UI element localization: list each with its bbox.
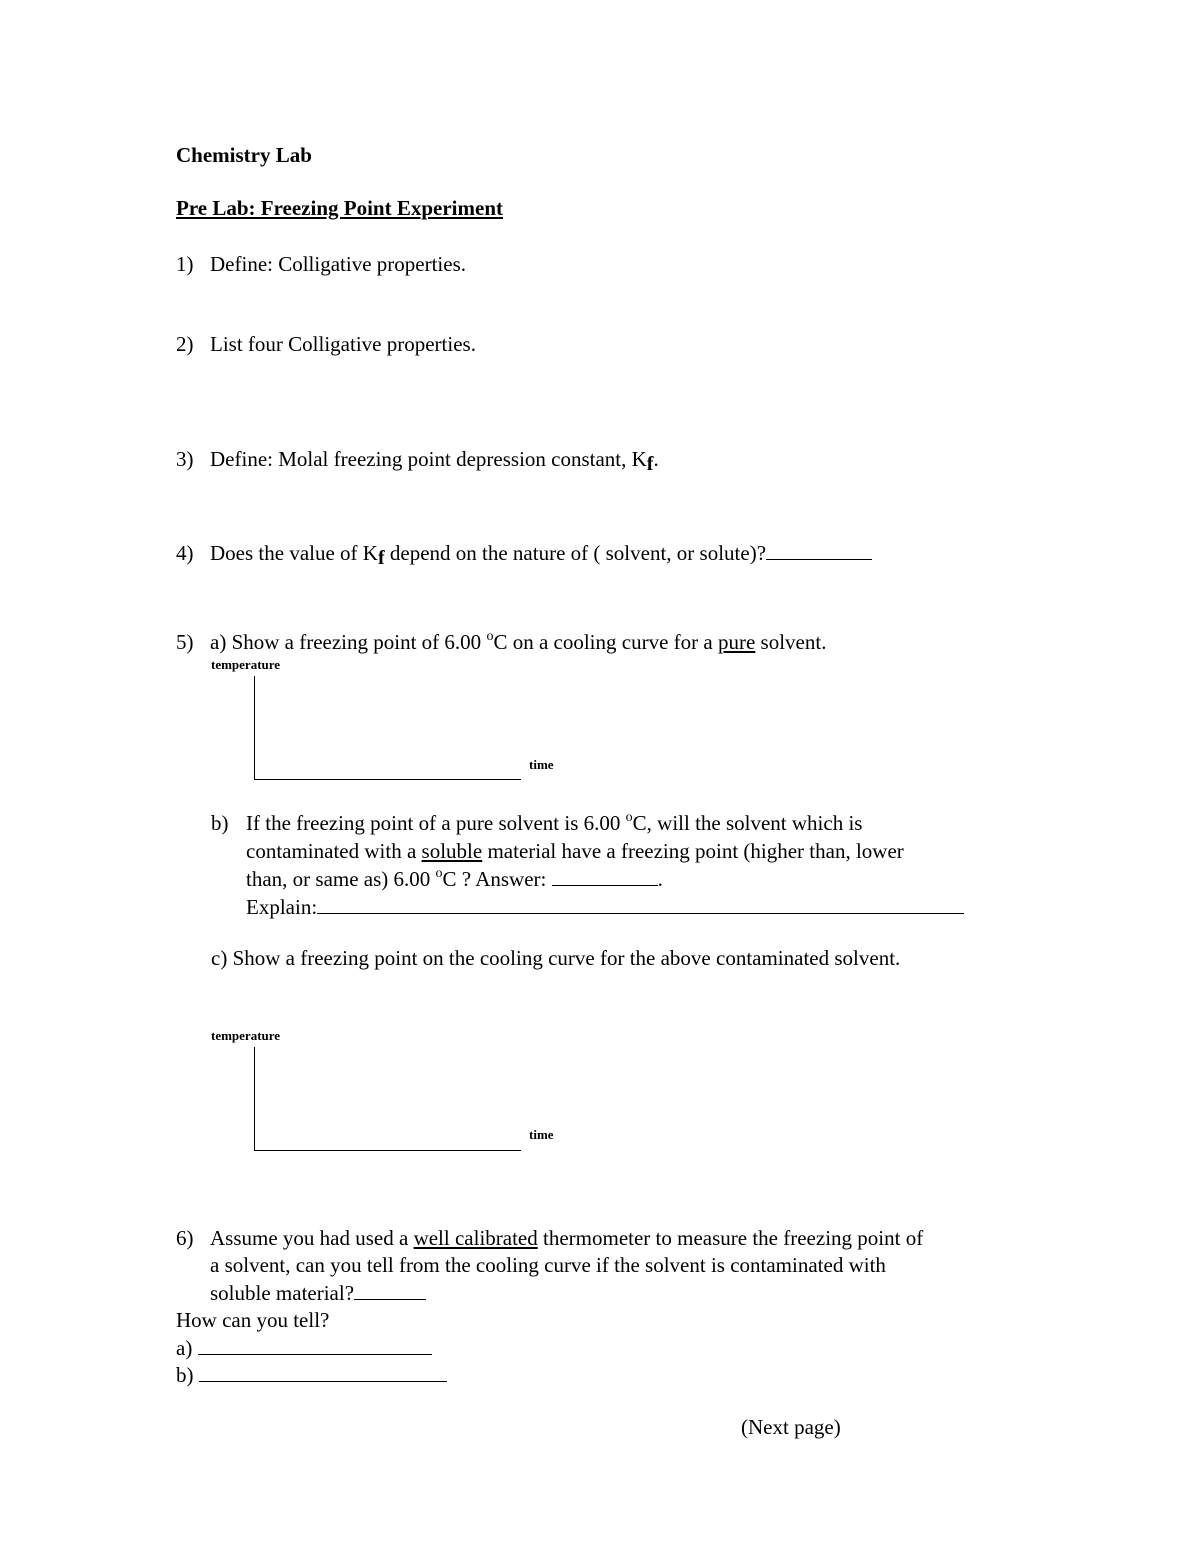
question-6-b-label: b) — [176, 1363, 194, 1387]
graph-1-y-label: temperature — [211, 657, 281, 672]
question-5b-line-1 — [246, 810, 863, 835]
graph-2-x-label: time — [529, 1127, 554, 1142]
question-2-number: 2) — [176, 332, 194, 356]
question-6-a-blank[interactable] — [198, 1354, 432, 1355]
question-6-underlined: well calibrated — [413, 1226, 538, 1250]
question-5b-explain-blank[interactable] — [317, 913, 964, 914]
question-5b-line-3-end: . — [657, 867, 663, 891]
question-3-period: . — [653, 447, 659, 471]
question-5a-text — [210, 629, 827, 654]
question-5b-line-2-text: contaminated with a — [246, 839, 422, 863]
question-3-text-main: Define: Molal freezing point depression constant, K — [210, 447, 647, 471]
question-6-line-3-text: soluble material? — [210, 1281, 355, 1305]
graph-2-y-label: temperature — [211, 1028, 281, 1043]
degree-symbol: o — [625, 810, 633, 825]
question-5b-line-2-rest: material have a freezing point (higher than, lower — [482, 839, 904, 863]
graph-1-x-axis — [254, 779, 521, 780]
page-title: Pre Lab: Freezing Point Experiment — [176, 196, 503, 220]
graph-1-y-axis — [254, 676, 255, 780]
question-4-text — [210, 541, 872, 569]
question-5b-line-3-text: than, or same as) 6.00 — [246, 867, 436, 891]
question-5b-underlined: soluble — [421, 839, 483, 863]
question-5a-text-middle: C on a cooling curve for a — [493, 630, 718, 654]
question-4-text-rest: depend on the nature of ( solvent, or solute)? — [384, 541, 767, 565]
degree-symbol: o — [435, 866, 443, 881]
question-6-line-2: a solvent, can you tell from the cooling curve if the solvent is contaminated with — [210, 1253, 886, 1277]
question-4-answer-blank[interactable] — [766, 559, 872, 560]
question-4-text-main: Does the value of K — [210, 541, 378, 565]
question-1-number: 1) — [176, 252, 194, 276]
question-5b-label: b) — [211, 811, 229, 835]
question-5b-line-2 — [246, 841, 904, 862]
question-2-text: List four Colligative properties. — [210, 332, 476, 356]
question-6-line-1-rest: thermometer to measure the freezing point of — [537, 1226, 924, 1250]
degree-symbol: o — [486, 629, 494, 644]
question-6-b — [176, 1365, 447, 1386]
question-6-a-label: a) — [176, 1336, 193, 1360]
graph-1-x-label: time — [529, 757, 554, 772]
question-5a-text-end: solvent. — [755, 630, 827, 654]
question-4-subscript: f — [377, 547, 385, 569]
question-5a-text-main: a) Show a freezing point of 6.00 — [210, 630, 487, 654]
question-4-number: 4) — [176, 541, 194, 565]
question-5a-underlined: pure — [717, 630, 756, 654]
question-6-line-3 — [210, 1283, 426, 1304]
question-3-text — [210, 447, 659, 475]
question-5b-line-3 — [246, 866, 663, 891]
question-6-line-1 — [210, 1228, 923, 1249]
question-5b-explain-label: Explain: — [246, 895, 318, 919]
question-6-how: How can you tell? — [176, 1308, 330, 1332]
question-5b-line-1-rest: C, will the solvent which is — [632, 811, 863, 835]
question-5b-explain — [246, 897, 964, 918]
course-title: Chemistry Lab — [176, 143, 312, 167]
question-6-b-blank[interactable] — [199, 1381, 447, 1382]
question-3-number: 3) — [176, 447, 194, 471]
question-5b-answer-blank[interactable] — [552, 885, 658, 886]
question-6-number: 6) — [176, 1226, 194, 1250]
next-page-label: (Next page) — [741, 1415, 841, 1439]
graph-2-x-axis — [254, 1150, 521, 1151]
question-5c-text: c) Show a freezing point on the cooling curve for the above contaminated solvent. — [211, 946, 901, 970]
question-6-a — [176, 1338, 432, 1359]
graph-2-y-axis — [254, 1047, 255, 1151]
question-3-subscript: f — [646, 453, 654, 475]
question-5b-line-3-rest: C ? Answer: — [442, 867, 552, 891]
question-6-answer-blank[interactable] — [354, 1299, 426, 1300]
question-5-number: 5) — [176, 630, 194, 654]
question-1-text: Define: Colligative properties. — [210, 252, 467, 276]
question-5b-line-1-text: If the freezing point of a pure solvent is 6.00 — [246, 811, 626, 835]
question-6-line-1-text: Assume you had used a — [210, 1226, 414, 1250]
